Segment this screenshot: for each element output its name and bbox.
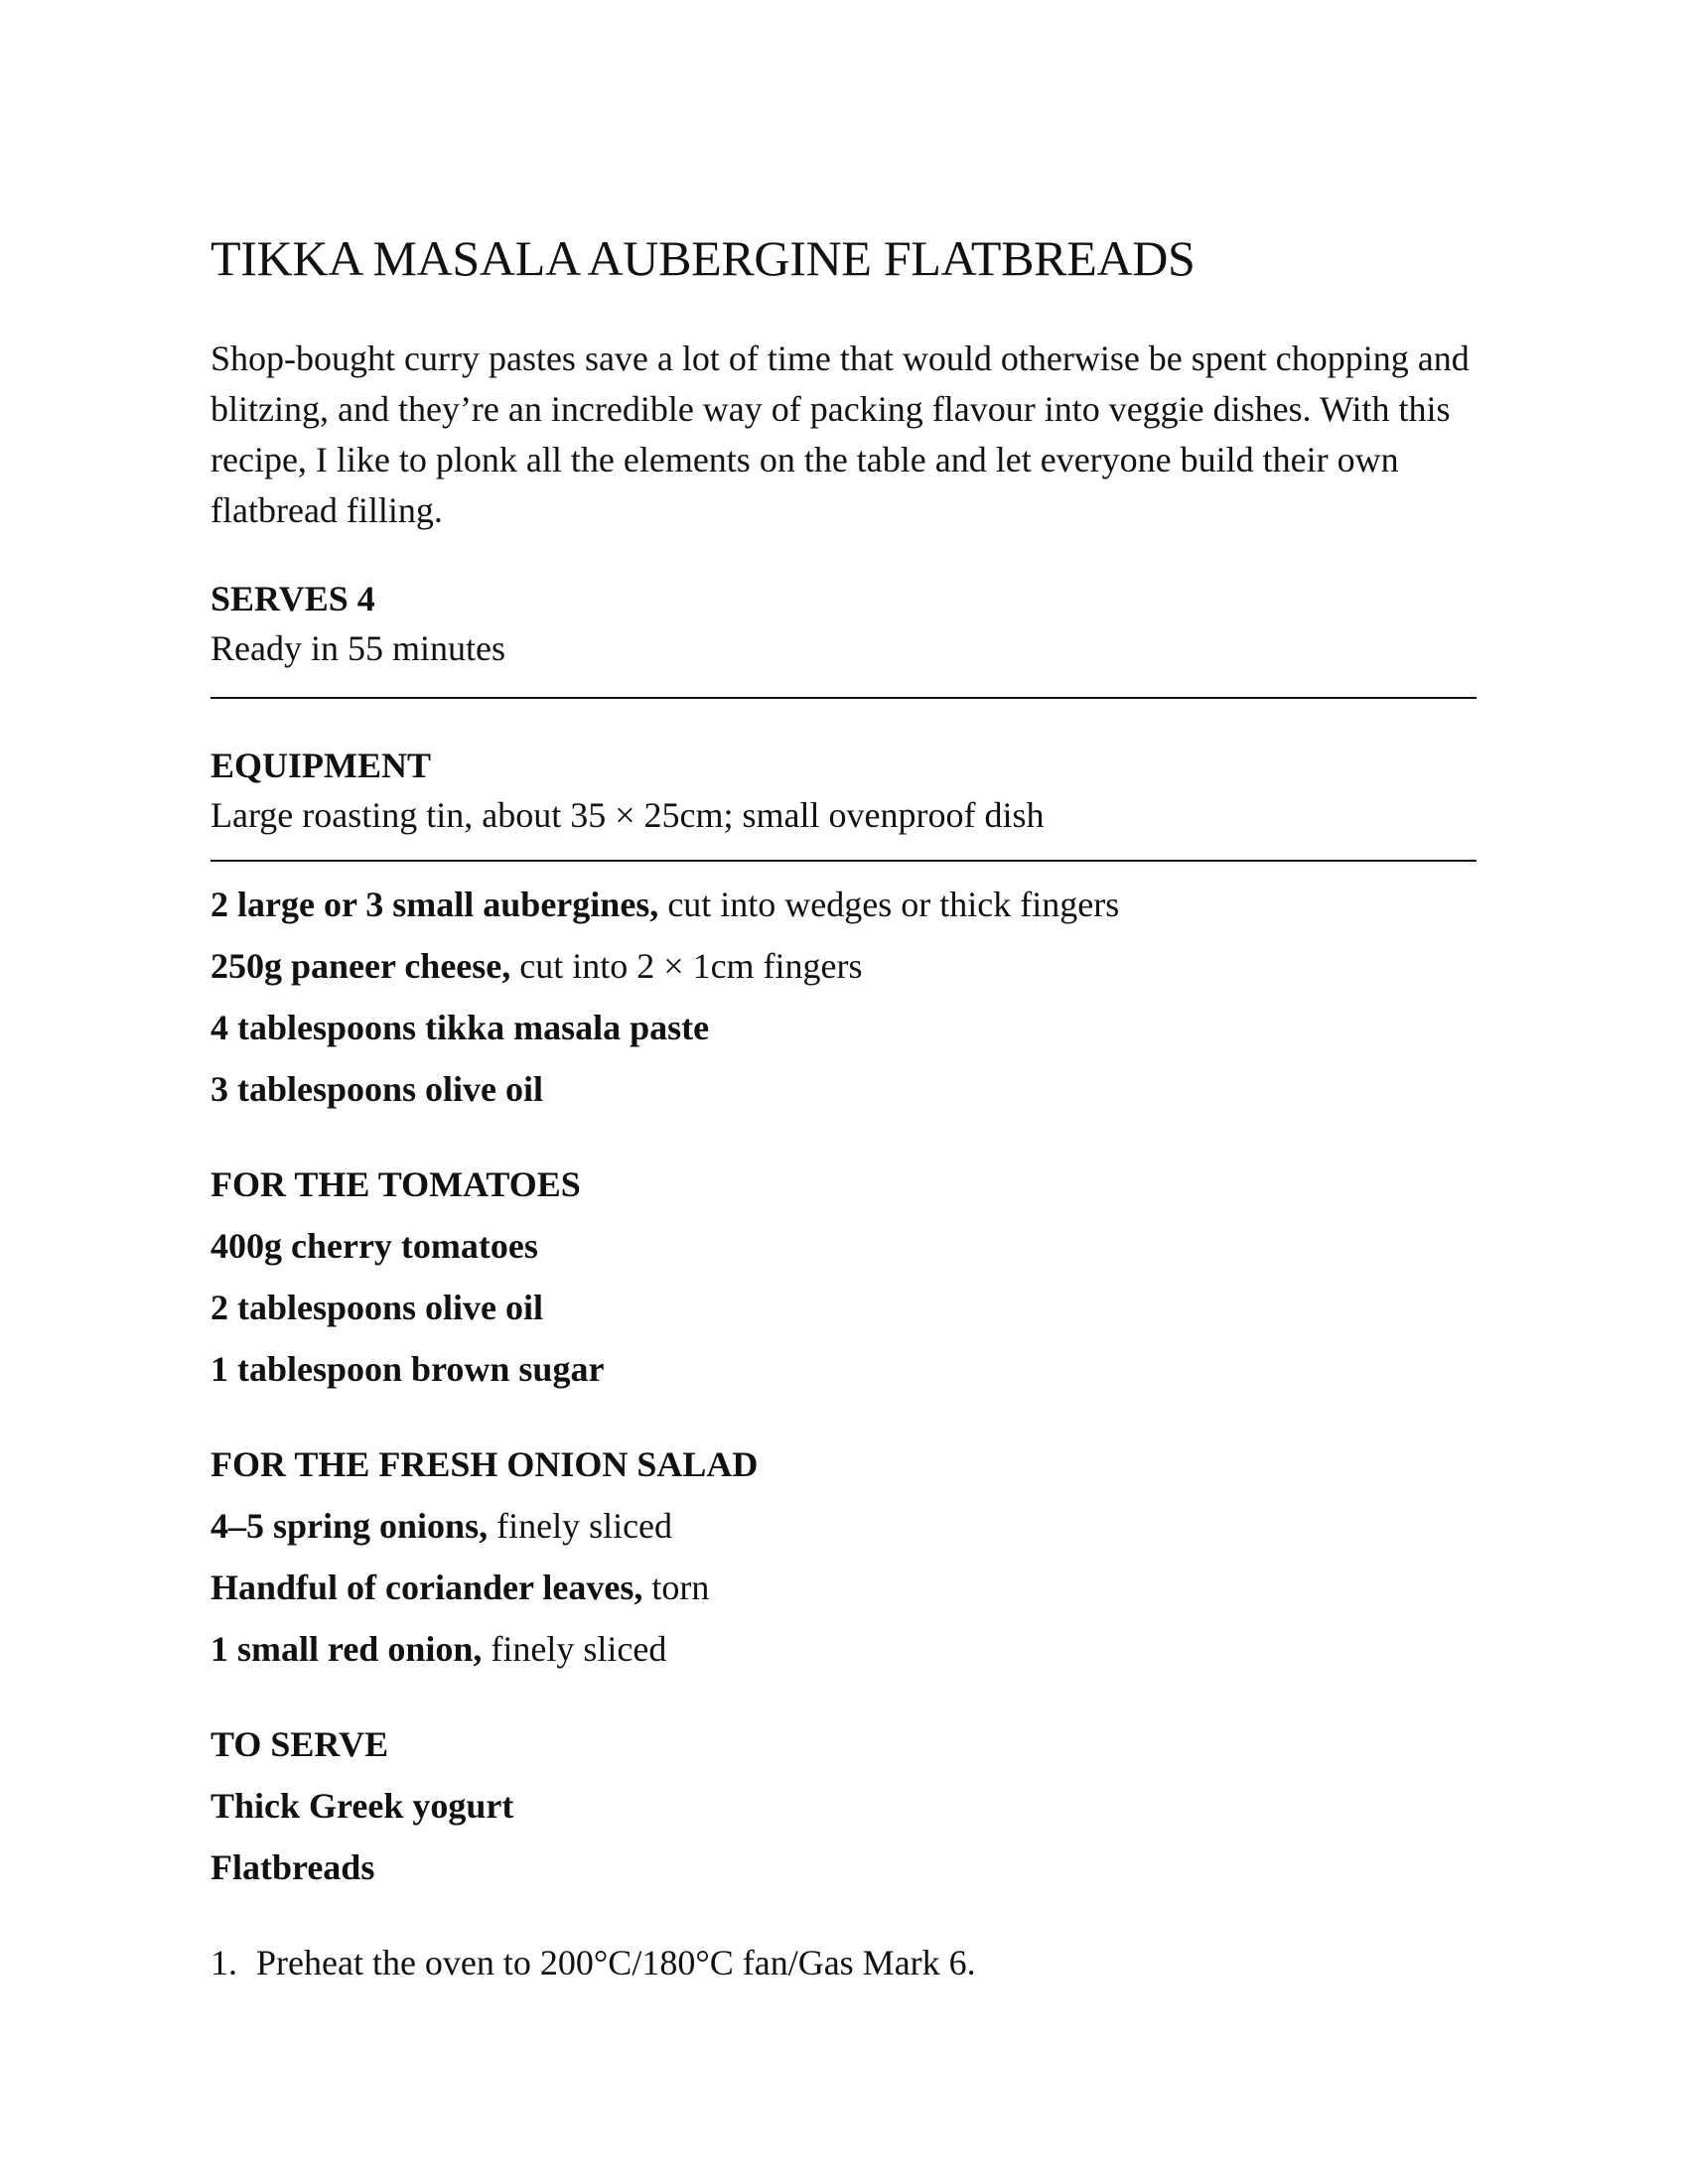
ready-time: Ready in 55 minutes [211, 628, 505, 668]
ingredient-item [211, 1557, 1477, 1618]
equipment-block [211, 741, 1477, 840]
tomatoes-section [211, 1154, 1477, 1400]
ingredient-name: 2 large or 3 small aubergines, [211, 885, 659, 924]
ingredient-name: 4–5 spring onions, [211, 1506, 489, 1546]
ingredient-name: 250g paneer cheese, [211, 946, 511, 986]
ingredient-name: Handful of coriander leaves, [211, 1568, 643, 1607]
ingredient-prep: cut into 2 × 1cm fingers [510, 946, 863, 986]
divider [211, 697, 1477, 699]
ingredient-item [211, 1618, 1477, 1680]
ingredient-name: 1 small red onion, [211, 1629, 483, 1669]
ingredient-item [211, 1215, 1477, 1277]
section-heading: FOR THE FRESH ONION SALAD [211, 1444, 759, 1484]
recipe-intro: Shop-bought curry pastes save a lot of time that would otherwise be spent chopping and blitzing, and they’re an incredible way of packing flavour into veggie dishes. With this recipe, I like to plonk all the elements on the table and let everyone build their own flatbread filling. [211, 339, 1470, 530]
onion-salad-section [211, 1433, 1477, 1680]
ingredient-item [211, 935, 1477, 997]
main-ingredient-list [211, 874, 1477, 1120]
section-heading: FOR THE TOMATOES [211, 1164, 581, 1204]
section-heading: TO SERVE [211, 1724, 389, 1764]
ingredient-name: 4 tablespoons tikka masala paste [211, 1008, 710, 1047]
divider [211, 860, 1477, 862]
ingredient-item [211, 1277, 1477, 1338]
ingredient-prep: finely sliced [482, 1629, 667, 1669]
equipment-text: Large roasting tin, about 35 × 25cm; small ovenproof dish [211, 795, 1045, 835]
ingredient-name: Thick Greek yogurt [211, 1786, 514, 1826]
recipe-title: TIKKA MASALA AUBERGINE FLATBREADS [211, 230, 1196, 286]
ingredient-item [211, 874, 1477, 935]
to-serve-section [211, 1713, 1477, 1898]
ingredient-item [211, 1058, 1477, 1120]
ingredient-item [211, 1338, 1477, 1400]
method-list [211, 1932, 1477, 1993]
method-step [211, 1932, 1477, 1993]
ingredient-prep: finely sliced [488, 1506, 673, 1546]
ingredient-item [211, 1495, 1477, 1557]
equipment-label: EQUIPMENT [211, 746, 432, 785]
ingredient-name: 1 tablespoon brown sugar [211, 1349, 605, 1389]
step-number: 1. [211, 1943, 237, 1982]
ingredient-name: 400g cherry tomatoes [211, 1226, 538, 1266]
ingredient-name: 3 tablespoons olive oil [211, 1069, 544, 1109]
ingredient-name: 2 tablespoons olive oil [211, 1288, 544, 1327]
serves-label: SERVES 4 [211, 579, 375, 618]
ingredient-item [211, 1775, 1477, 1837]
ingredient-prep: cut into wedges or thick fingers [658, 885, 1120, 924]
recipe-page [211, 226, 1477, 1993]
ingredient-item [211, 1837, 1477, 1898]
ingredient-item [211, 997, 1477, 1058]
ingredient-prep: torn [642, 1568, 710, 1607]
ingredient-name: Flatbreads [211, 1847, 375, 1887]
serves-block [211, 574, 1477, 673]
step-text: Preheat the oven to 200°C/180°C fan/Gas Mark 6. [256, 1943, 976, 1982]
